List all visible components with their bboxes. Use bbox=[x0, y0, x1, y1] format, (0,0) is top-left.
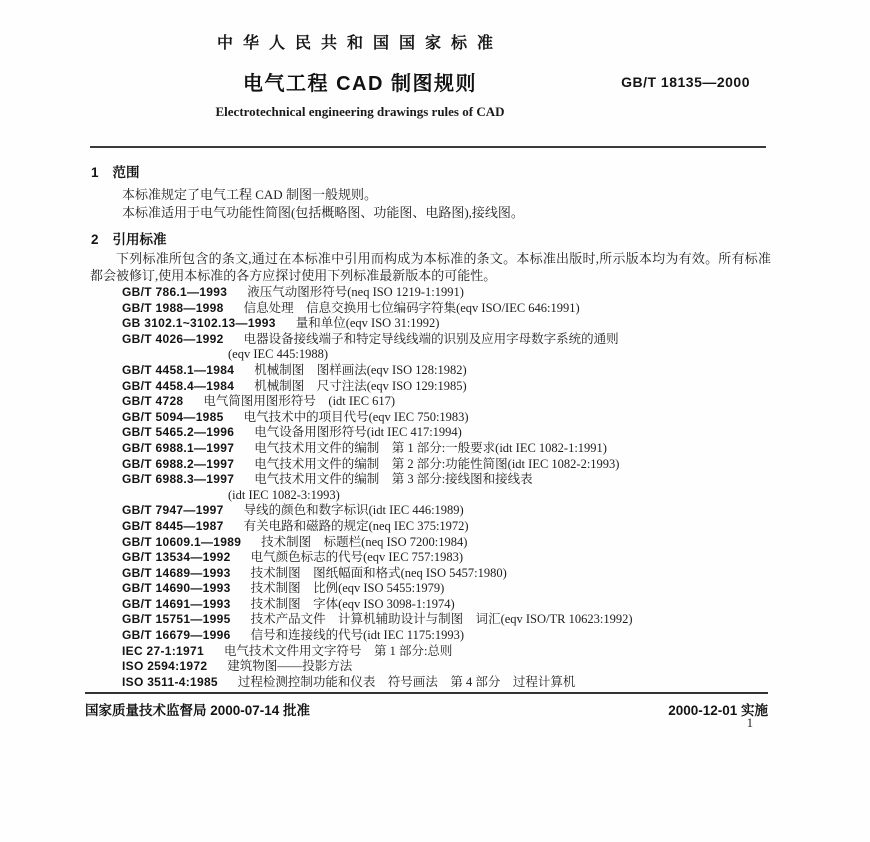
english-title: Electrotechnical engineering drawings rules of CAD bbox=[215, 104, 505, 119]
standard-title: 电气颜色标志的代号(eqv IEC 757:1983) bbox=[250, 550, 464, 565]
standard-title: 电气技术用文件的编制 第 3 部分:接线图和接线表 bbox=[254, 472, 533, 487]
standard-entry bbox=[122, 581, 782, 597]
standard-entry bbox=[122, 301, 782, 317]
standard-code: GB/T 4458.4—1984 bbox=[122, 378, 235, 393]
standard-code: ISO 3511-4:1985 bbox=[122, 674, 218, 689]
standard-line bbox=[122, 363, 782, 379]
standard-code: GB/T 4458.1—1984 bbox=[122, 362, 235, 377]
standard-entry bbox=[122, 644, 782, 660]
footer-divider bbox=[85, 692, 768, 694]
standard-entry bbox=[122, 628, 782, 644]
header-divider bbox=[90, 146, 766, 148]
standard-title: 技术制图 标题栏(neq ISO 7200:1984) bbox=[261, 534, 468, 549]
standard-line bbox=[122, 425, 782, 441]
standard-line bbox=[122, 301, 782, 317]
standard-code: GB/T 4728 bbox=[122, 394, 184, 409]
standard-code: GB/T 15751—1995 bbox=[122, 612, 231, 627]
standard-code: GB/T 8445—1987 bbox=[122, 518, 224, 533]
standard-code: GB/T 10609.1—1989 bbox=[122, 534, 242, 549]
page-number: 1 bbox=[746, 716, 753, 730]
standard-entry bbox=[122, 597, 782, 613]
standard-line bbox=[122, 503, 782, 519]
standard-title: 机械制图 尺寸注法(eqv ISO 129:1985) bbox=[254, 378, 467, 393]
standard-entry bbox=[122, 316, 782, 332]
standard-line bbox=[122, 644, 782, 660]
standard-title: 过程检测控制功能和仪表 符号画法 第 4 部分 过程计算机 bbox=[237, 674, 576, 689]
standard-number: GB/T 18135—2000 bbox=[621, 74, 750, 90]
footer bbox=[85, 699, 768, 719]
standard-title: 机械制图 图样画法(eqv ISO 128:1982) bbox=[254, 362, 467, 377]
standard-line bbox=[122, 410, 782, 426]
standard-entry bbox=[122, 675, 782, 691]
standard-code: GB/T 16679—1996 bbox=[122, 628, 231, 643]
standard-line bbox=[122, 612, 782, 628]
standard-code: GB/T 5465.2—1996 bbox=[122, 425, 235, 440]
standard-title: 电气简图用图形符号 (idt IEC 617) bbox=[203, 394, 396, 409]
national-standard-label: 中华人民共和国国家标准 bbox=[216, 35, 503, 52]
standard-entry bbox=[122, 332, 782, 363]
standard-title: 电器设备接线端子和特定导线线端的识别及应用字母数字系统的通则 bbox=[243, 331, 619, 346]
standard-line bbox=[122, 550, 782, 566]
standard-entry bbox=[122, 425, 782, 441]
standard-entry bbox=[122, 394, 782, 410]
standard-code: GB/T 6988.3—1997 bbox=[122, 472, 235, 487]
standard-entry bbox=[122, 285, 782, 301]
standard-line bbox=[122, 316, 782, 332]
standard-continuation: (eqv IEC 445:1988) bbox=[228, 347, 328, 362]
standard-line bbox=[122, 597, 782, 613]
standard-title: 技术制图 比例(eqv ISO 5455:1979) bbox=[250, 581, 445, 596]
section-number: 1 bbox=[91, 165, 99, 180]
standard-code: GB/T 14689—1993 bbox=[122, 565, 231, 580]
standard-title: 电气技术用文件的编制 第 1 部分:一般要求(idt IEC 1082-1:1991) bbox=[254, 440, 607, 455]
standard-entry bbox=[122, 363, 782, 379]
standards-list bbox=[122, 285, 782, 690]
standard-entry bbox=[122, 566, 782, 582]
standard-title: 电气技术用文件的编制 第 2 部分:功能性简图(idt IEC 1082-2:1993) bbox=[254, 456, 620, 471]
document-title: 电气工程 CAD 制图规则 bbox=[243, 73, 477, 95]
standard-code: GB 3102.1~3102.13—1993 bbox=[122, 316, 276, 331]
standard-code: GB/T 6988.1—1997 bbox=[122, 440, 235, 455]
standard-entry bbox=[122, 659, 782, 675]
standard-code: GB/T 1988—1998 bbox=[122, 300, 224, 315]
standard-entry bbox=[122, 441, 782, 457]
standard-title: 信息处理 信息交换用七位编码字符集(eqv ISO/IEC 646:1991) bbox=[243, 300, 580, 315]
standard-code: GB/T 5094—1985 bbox=[122, 409, 224, 424]
standard-line bbox=[122, 519, 782, 535]
standard-title: 电气设备用图形符号(idt IEC 417:1994) bbox=[254, 425, 462, 440]
standard-title: 技术制图 字体(eqv ISO 3098-1:1974) bbox=[250, 596, 455, 611]
standard-line bbox=[122, 628, 782, 644]
standard-entry bbox=[122, 379, 782, 395]
standard-line bbox=[122, 332, 782, 348]
standard-code: GB/T 14690—1993 bbox=[122, 581, 231, 596]
standard-code: GB/T 13534—1992 bbox=[122, 550, 231, 565]
section-number: 2 bbox=[91, 232, 99, 247]
standard-line bbox=[122, 457, 782, 473]
section-heading-scope bbox=[91, 161, 140, 181]
standard-title: 液压气动图形符号(neq ISO 1219-1:1991) bbox=[247, 285, 464, 299]
standard-line bbox=[122, 675, 782, 691]
standard-title: 技术制图 图纸幅面和格式(neq ISO 5457:1980) bbox=[250, 565, 507, 580]
standard-title: 量和单位(eqv ISO 31:1992) bbox=[295, 316, 440, 331]
standard-title: 导线的颜色和数字标识(idt IEC 446:1989) bbox=[243, 503, 464, 518]
standard-entry bbox=[122, 503, 782, 519]
standard-title: 电气技术中的项目代号(eqv IEC 750:1983) bbox=[243, 409, 469, 424]
standard-entry bbox=[122, 535, 782, 551]
standard-title: 技术产品文件 计算机辅助设计与制图 词汇(eqv ISO/TR 10623:1992) bbox=[250, 612, 633, 627]
scope-paragraph: 本标准适用于电气功能性简图(包括概略图、功能图、电路图),接线图。 bbox=[122, 205, 524, 220]
standard-line bbox=[122, 394, 782, 410]
standard-entry bbox=[122, 472, 782, 503]
standard-continuation: (idt IEC 1082-3:1993) bbox=[228, 487, 340, 502]
standard-line bbox=[122, 535, 782, 551]
standard-entry bbox=[122, 612, 782, 628]
standard-code: GB/T 786.1—1993 bbox=[122, 285, 228, 299]
standard-code: GB/T 7947—1997 bbox=[122, 503, 224, 518]
standard-code: GB/T 6988.2—1997 bbox=[122, 456, 235, 471]
standard-entry bbox=[122, 519, 782, 535]
standard-line bbox=[122, 379, 782, 395]
standard-title: 建筑物图——投影方法 bbox=[227, 659, 353, 674]
section-heading-references bbox=[91, 228, 167, 248]
approval-note: 国家质量技术监督局 2000-07-14 批准 bbox=[85, 703, 311, 718]
standard-line bbox=[122, 472, 782, 488]
standard-line bbox=[122, 566, 782, 582]
scope-paragraph: 本标准规定了电气工程 CAD 制图一般规则。 bbox=[122, 187, 377, 202]
standard-line bbox=[122, 441, 782, 457]
section-title: 范围 bbox=[112, 165, 140, 180]
references-intro: 下列标准所包含的条文,通过在本标准中引用而构成为本标准的条文。本标准出版时,所示版本均为有效。所有标准都会被修订,使用本标准的各方应探讨使用下列标准最新版本的可能性。 bbox=[90, 251, 771, 283]
section-title: 引用标准 bbox=[112, 232, 167, 247]
standard-title: 信号和连接线的代号(idt IEC 1175:1993) bbox=[250, 628, 464, 643]
standard-title: 电气技术文件用文字符号 第 1 部分:总则 bbox=[223, 643, 453, 658]
standard-line bbox=[122, 581, 782, 597]
standard-line bbox=[122, 659, 782, 675]
implementation-note: 2000-12-01 实施 bbox=[668, 703, 768, 718]
standard-code: ISO 2594:1972 bbox=[122, 659, 208, 674]
standard-code: GB/T 4026—1992 bbox=[122, 331, 224, 346]
standard-entry bbox=[122, 550, 782, 566]
standard-title: 有关电路和磁路的规定(neq IEC 375:1972) bbox=[243, 518, 469, 533]
standard-entry bbox=[122, 410, 782, 426]
standard-line bbox=[122, 285, 782, 301]
standard-code: IEC 27-1:1971 bbox=[122, 643, 204, 658]
standard-code: GB/T 14691—1993 bbox=[122, 596, 231, 611]
standard-entry bbox=[122, 457, 782, 473]
